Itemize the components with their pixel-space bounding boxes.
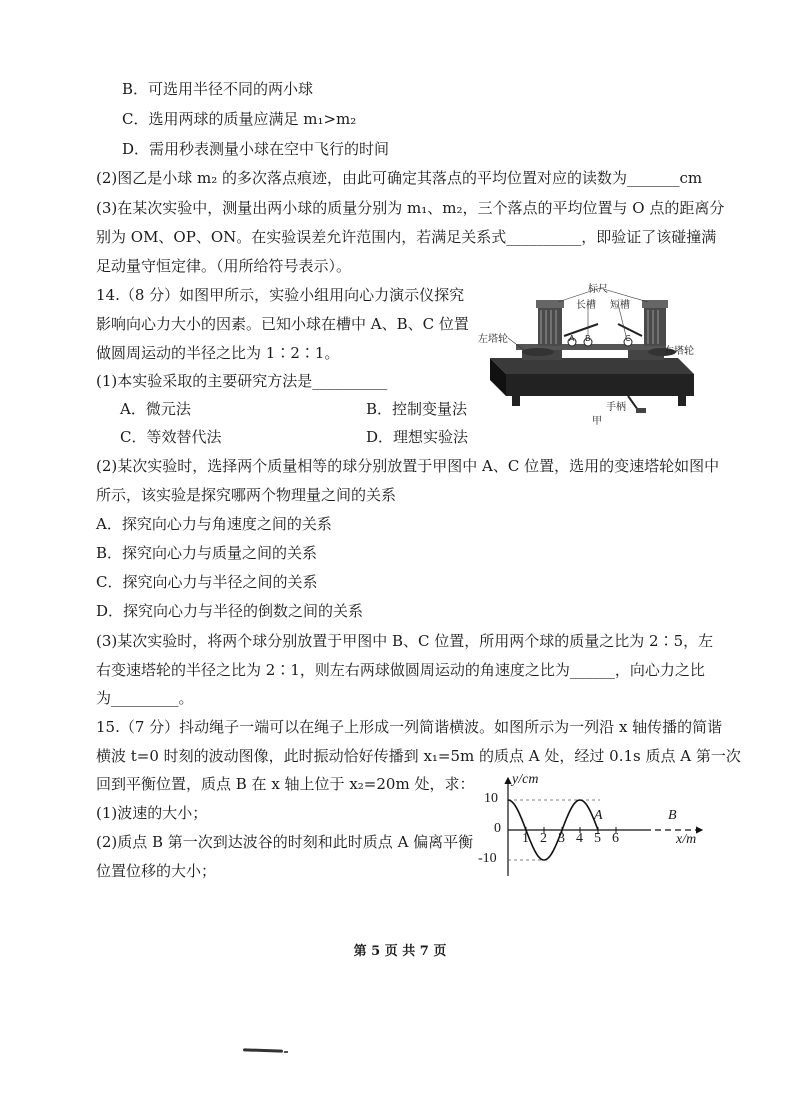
q13-part3-line3: 足动量守恒定律。（用所给符号表示）。 bbox=[96, 257, 352, 275]
x-tick-label-6: 6 bbox=[612, 831, 619, 846]
q14-part2-option-b: B．探究向心力与质量之间的关系 bbox=[96, 544, 318, 562]
point-b-label: B bbox=[668, 808, 677, 823]
q14-part3-line3: 为_________。 bbox=[96, 689, 194, 707]
option-b-q13-1: B．可选用半径不同的两小球 bbox=[122, 80, 314, 98]
slot-b-label: B bbox=[585, 334, 591, 343]
option-d-q13-1: D．需用秒表测量小球在空中飞行的时间 bbox=[122, 140, 390, 158]
q14-part2-option-c: C．探究向心力与半径之间的关系 bbox=[96, 573, 318, 591]
q15-part2-line1: (2)质点 B 第一次到达波谷的时刻和此时质点 A 偏离平衡 bbox=[96, 833, 474, 851]
q15-part1: (1)波速的大小； bbox=[96, 804, 208, 822]
q14-option-d: D．理想实验法 bbox=[366, 428, 469, 446]
scan-smudge bbox=[243, 1048, 283, 1052]
origin-label: 0 bbox=[494, 821, 501, 836]
y-axis-label: y/cm bbox=[512, 772, 539, 787]
q15-stem-line1: 15.（7 分）抖动绳子一端可以在绳子上形成一列简谐横波。如图所示为一列沿 x 轴传播的简谐 bbox=[96, 718, 723, 736]
right-wheel-label: 右塔轮 bbox=[664, 346, 694, 357]
q13-part3-line1: (3)在某次实验中，测量出两小球的质量分别为 m₁、m₂，三个落点的平均位置与 O 点的距离分 bbox=[96, 199, 725, 217]
q13-part2: (2)图乙是小球 m₂ 的多次落点痕迹，由此可确定其落点的平均位置对应的读数为_______cm bbox=[96, 169, 703, 187]
q14-part3-line2: 右变速塔轮的半径之比为 2∶1，则左右两球做圆周运动的角速度之比为______，向心力之比 bbox=[96, 661, 705, 679]
x-tick-label-5: 5 bbox=[594, 831, 601, 846]
q15-part2-line2: 位置位移的大小； bbox=[96, 862, 217, 880]
q14-option-c: C．等效替代法 bbox=[120, 428, 222, 446]
handle-label: 手柄 bbox=[606, 402, 626, 413]
q13-part3-line2: 别为 OM、OP、ON。在实验误差允许范围内，若满足关系式__________，即验证了该碰撞满 bbox=[96, 228, 717, 246]
y-max-label: 10 bbox=[484, 791, 498, 806]
q14-part2-option-d: D．探究向心力与半径的倒数之间的关系 bbox=[96, 602, 364, 620]
x-axis-label: x/m bbox=[676, 832, 697, 847]
option-c-q13-1: C．选用两球的质量应满足 m₁>m₂ bbox=[122, 110, 357, 128]
q14-part1: (1)本实验采取的主要研究方法是__________ bbox=[96, 372, 388, 390]
q14-part2-option-a: A．探究向心力与角速度之间的关系 bbox=[96, 515, 332, 533]
short-slot-label: 短槽 bbox=[610, 300, 630, 311]
x-tick-label-4: 4 bbox=[576, 831, 583, 846]
y-min-label: -10 bbox=[478, 851, 497, 866]
centripetal-apparatus-figure bbox=[478, 278, 700, 426]
point-a-label: A bbox=[594, 808, 603, 823]
page-footer: 第 5 页 共 7 页 bbox=[353, 944, 447, 959]
q14-part2-line1: (2)某次实验时，选择两个质量相等的球分别放置于甲图中 A、C 位置，选用的变速塔轮如图中 bbox=[96, 457, 720, 475]
q14-part3-line1: (3)某次实验时，将两个球分别放置于甲图中 B、C 位置，所用两个球的质量之比为 2∶5，左 bbox=[96, 632, 714, 650]
long-slot-label: 长槽 bbox=[576, 300, 596, 311]
q14-option-a: A．微元法 bbox=[120, 400, 191, 418]
slot-a-label: A bbox=[569, 334, 575, 343]
x-tick-label-2: 2 bbox=[540, 831, 547, 846]
x-tick-label-3: 3 bbox=[558, 831, 565, 846]
ruler-label: 标尺 bbox=[588, 284, 608, 295]
scan-smudge-dot bbox=[284, 1051, 288, 1053]
q14-stem-line2: 影响向心力大小的因素。已知小球在槽中 A、B、C 位置 bbox=[96, 315, 469, 333]
q15-stem-line2: 横波 t=0 时刻的波动图像，此时振动恰好传播到 x₁=5m 的质点 A 处，经过 0.1s 质点 A 第一次 bbox=[96, 747, 741, 765]
left-wheel-label: 左塔轮 bbox=[478, 334, 508, 345]
figure-caption: 甲 bbox=[592, 416, 602, 427]
q14-part2-line2: 所示，该实验是探究哪两个物理量之间的关系 bbox=[96, 486, 397, 504]
wave-graph-figure bbox=[470, 772, 710, 882]
x-tick-label-1: 1 bbox=[522, 831, 529, 846]
slot-c-label: C bbox=[625, 334, 631, 343]
wave-graph-svg bbox=[470, 772, 710, 882]
q14-option-b: B．控制变量法 bbox=[366, 400, 468, 418]
q15-stem-line3: 回到平衡位置，质点 B 在 x 轴上位于 x₂=20m 处，求： bbox=[96, 775, 475, 793]
q14-stem-line3: 做圆周运动的半径之比为 1∶2∶1。 bbox=[96, 344, 340, 362]
q14-stem-line1: 14.（8 分）如图甲所示，实验小组用向心力演示仪探究 bbox=[96, 286, 465, 304]
